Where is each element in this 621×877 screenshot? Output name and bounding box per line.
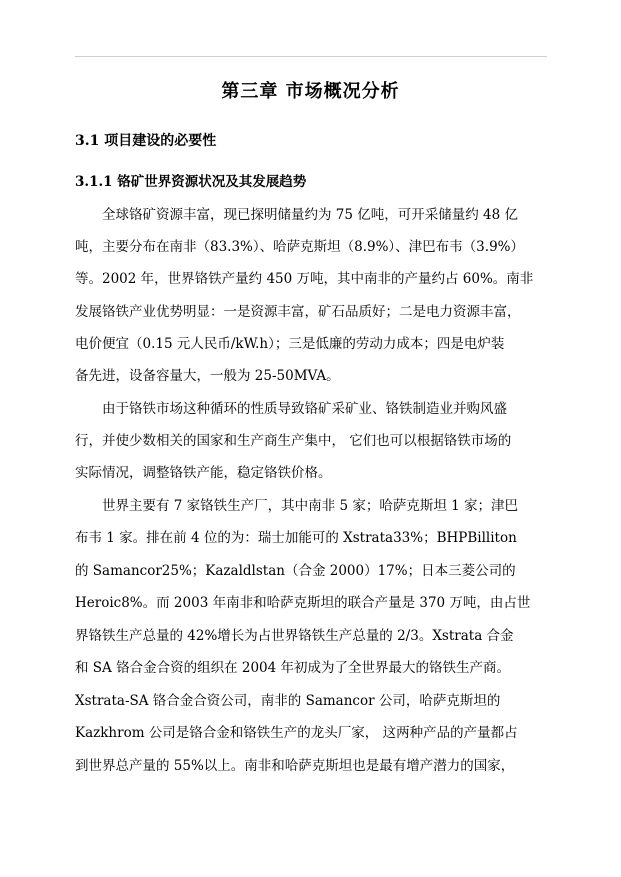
section-heading: 3.1 项目建设的必要性	[75, 133, 217, 149]
paragraph-3-line-7: Xstrata-SA 铬合金合资公司，南非的 Samancor 公司，哈萨克斯坦的	[75, 693, 501, 709]
paragraph-2-line-2: 行，并使少数相关的国家和生产商生产集中， 它们也可以根据铬铁市场的	[75, 433, 512, 449]
paragraph-3-line-9: 到世界总产量的 55%以上。南非和哈萨克斯坦也是最有增产潜力的国家，	[75, 758, 515, 774]
paragraph-2-line-3: 实际情况，调整铬铁产能，稳定铬铁价格。	[75, 465, 332, 481]
paragraph-1-line-5: 电价便宜（0.15 元人民币/kW.h）；三是低廉的劳动力成本；四是电炉装	[75, 336, 505, 352]
paragraph-3-line-4: Heroic8%。而 2003 年南非和哈萨克斯坦的联合产量是 370 万吨，由占世	[75, 595, 531, 611]
paragraph-2-line-1: 由于铬铁市场这种循环的性质导致铬矿采矿业、铬铁制造业并购风盛	[102, 401, 507, 417]
paragraph-3-line-6: 和 SA 铬合金合资的组织在 2004 年初成为了全世界最大的铬铁生产商。	[75, 660, 511, 676]
paragraph-3-line-5: 界铬铁生产总量的 42%增长为占世界铬铁生产总量的 2/3。Xstrata 合金	[75, 628, 514, 644]
paragraph-1-line-6: 备先进，设备容量大，一般为 25-50MVA。	[75, 368, 340, 384]
paragraph-1-line-1: 全球铬矿资源丰富，现已探明储量约为 75 亿吨，可开采储量约 48 亿	[102, 207, 519, 223]
header-rule	[75, 56, 547, 57]
paragraph-1-line-4: 发展铬铁产业优势明显：一是资源丰富，矿石品质好；二是电力资源丰富，	[75, 304, 521, 320]
paragraph-3-line-8: Kazkhrom 公司是铬合金和铬铁生产的龙头厂家， 这两种产品的产量都占	[75, 725, 518, 741]
paragraph-3-line-1: 世界主要有 7 家铬铁生产厂，其中南非 5 家；哈萨克斯坦 1 家；津巴	[102, 498, 519, 514]
paragraph-3-line-3: 的 Samancor25%；Kazaldlstan（合金 2000）17%；日本三菱公司的	[75, 563, 516, 579]
paragraph-1-line-3: 等。2002 年，世界铬铁产量约 450 万吨，其中南非的产量约占 60%。南非	[75, 271, 534, 287]
paragraph-3-line-2: 布韦 1 家。排在前 4 位的为：瑞士加能可的 Xstrata33%；BHPBilliton	[75, 530, 517, 546]
chapter-title: 第三章 市场概况分析	[221, 81, 400, 102]
subsection-heading: 3.1.1 铬矿世界资源状况及其发展趋势	[75, 174, 307, 190]
paragraph-1-line-2: 吨，主要分布在南非（83.3%）、哈萨克斯坦（8.9%）、津巴布韦（3.9%）	[75, 239, 524, 255]
